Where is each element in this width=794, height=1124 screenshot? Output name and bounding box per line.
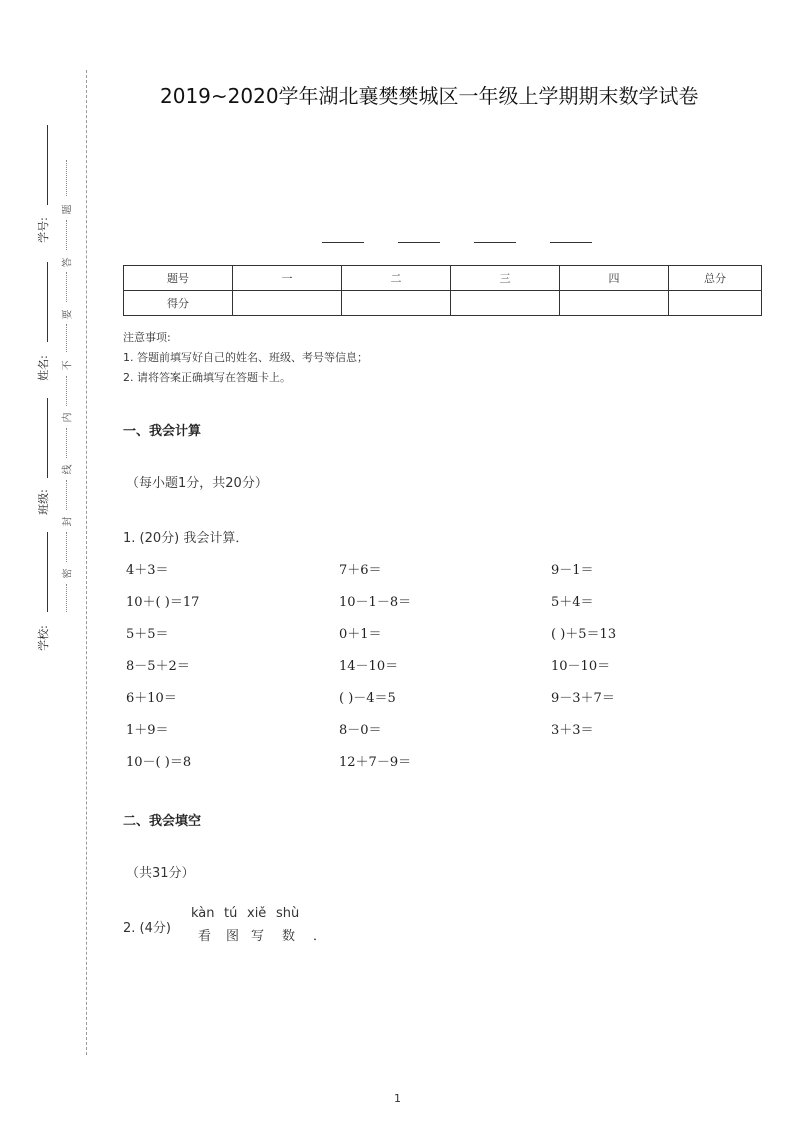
info-blank[interactable] [322, 242, 364, 243]
notes [123, 328, 368, 388]
seal-dots [66, 376, 67, 406]
section-title: 一、我会计算 [123, 424, 202, 439]
hanzi: 看 [198, 929, 212, 944]
equation: 9－3＋7＝ [551, 691, 615, 706]
question-heading: 1. (20分) 我会计算． [123, 531, 249, 546]
seal-char: 内 [62, 412, 74, 423]
table-cell: 二 [342, 266, 451, 291]
equation: 10－10＝ [551, 659, 611, 674]
equation: 10＋( )＝17 [126, 595, 200, 610]
student-id-line [47, 125, 48, 205]
class-line [47, 398, 48, 478]
equation: 14－10＝ [339, 659, 399, 674]
equation: 4＋3＝ [126, 563, 169, 578]
score-cell[interactable] [451, 291, 560, 316]
seal-char: 题 [62, 204, 74, 215]
hanzi: 数 [282, 929, 296, 944]
question-end-mark: ． [313, 929, 327, 944]
section-subtitle: （共31分） [126, 866, 195, 881]
page-number: 1 [394, 1092, 401, 1105]
pinyin: shù [276, 906, 300, 921]
seal-dots [66, 160, 67, 196]
page-title: 2019~2020学年湖北襄樊樊城区一年级上学期期末数学试卷 [160, 84, 699, 108]
school-label: 学校: [36, 625, 50, 651]
equation: 8－0＝ [339, 723, 382, 738]
seal-dots [66, 584, 67, 612]
info-blank[interactable] [550, 242, 592, 243]
equation: ( )＋5＝13 [551, 627, 617, 642]
name-label: 姓名: [36, 355, 50, 381]
binding-dashed-line [86, 70, 87, 1055]
seal-char: 不 [62, 360, 74, 371]
pinyin: tú [224, 906, 238, 921]
seal-dots [66, 324, 67, 352]
equation: 6＋10＝ [126, 691, 177, 706]
seal-dots [66, 532, 67, 562]
equation: 7＋6＝ [339, 563, 382, 578]
seal-dots [66, 428, 67, 458]
table-cell: 总分 [669, 266, 762, 291]
seal-char: 密 [62, 568, 74, 579]
section-subtitle: （每小题1分，共20分） [126, 476, 268, 491]
table-cell: 题号 [124, 266, 233, 291]
seal-char: 答 [62, 257, 74, 268]
seal-dots [66, 272, 67, 302]
notes-line: 1. 答题前填写好自己的姓名、班级、考号等信息； [123, 351, 368, 364]
equation: 0＋1＝ [339, 627, 382, 642]
school-line [47, 532, 48, 612]
table-row [124, 291, 762, 316]
pinyin: xiě [247, 906, 267, 921]
table-cell: 得分 [124, 291, 233, 316]
score-cell[interactable] [669, 291, 762, 316]
table-cell: 四 [560, 266, 669, 291]
student-id-label: 学号: [36, 217, 50, 243]
score-cell[interactable] [342, 291, 451, 316]
equation: 3＋3＝ [551, 723, 594, 738]
info-blank[interactable] [474, 242, 516, 243]
info-blank[interactable] [398, 242, 440, 243]
equation: 8－5＋2＝ [126, 659, 190, 674]
equation: 10－( )＝8 [126, 755, 192, 770]
score-cell[interactable] [560, 291, 669, 316]
table-cell: 三 [451, 266, 560, 291]
pinyin: kàn [191, 906, 215, 921]
table-row [124, 266, 762, 291]
equation: 1＋9＝ [126, 723, 169, 738]
score-cell[interactable] [233, 291, 342, 316]
equation: 12＋7－9＝ [339, 755, 412, 770]
equation: 9－1＝ [551, 563, 594, 578]
class-label: 班级: [36, 489, 50, 515]
equation: ( )－4＝5 [339, 691, 396, 706]
table-cell: 一 [233, 266, 342, 291]
question-heading: 2. (4分) [123, 921, 171, 936]
section-title: 二、我会填空 [123, 814, 202, 829]
hanzi: 图 [226, 929, 240, 944]
seal-dots [66, 480, 67, 510]
equation: 10－1－8＝ [339, 595, 412, 610]
equation: 5＋4＝ [551, 595, 594, 610]
notes-heading: 注意事项: [123, 331, 171, 344]
seal-char: 封 [62, 516, 74, 527]
seal-char: 要 [62, 309, 74, 320]
name-line [47, 262, 48, 342]
hanzi: 写 [251, 929, 265, 944]
score-table [123, 265, 762, 316]
equation: 5＋5＝ [126, 627, 169, 642]
seal-dots [66, 220, 67, 250]
notes-line: 2. 请将答案正确填写在答题卡上。 [123, 371, 291, 384]
seal-char: 线 [62, 464, 74, 475]
